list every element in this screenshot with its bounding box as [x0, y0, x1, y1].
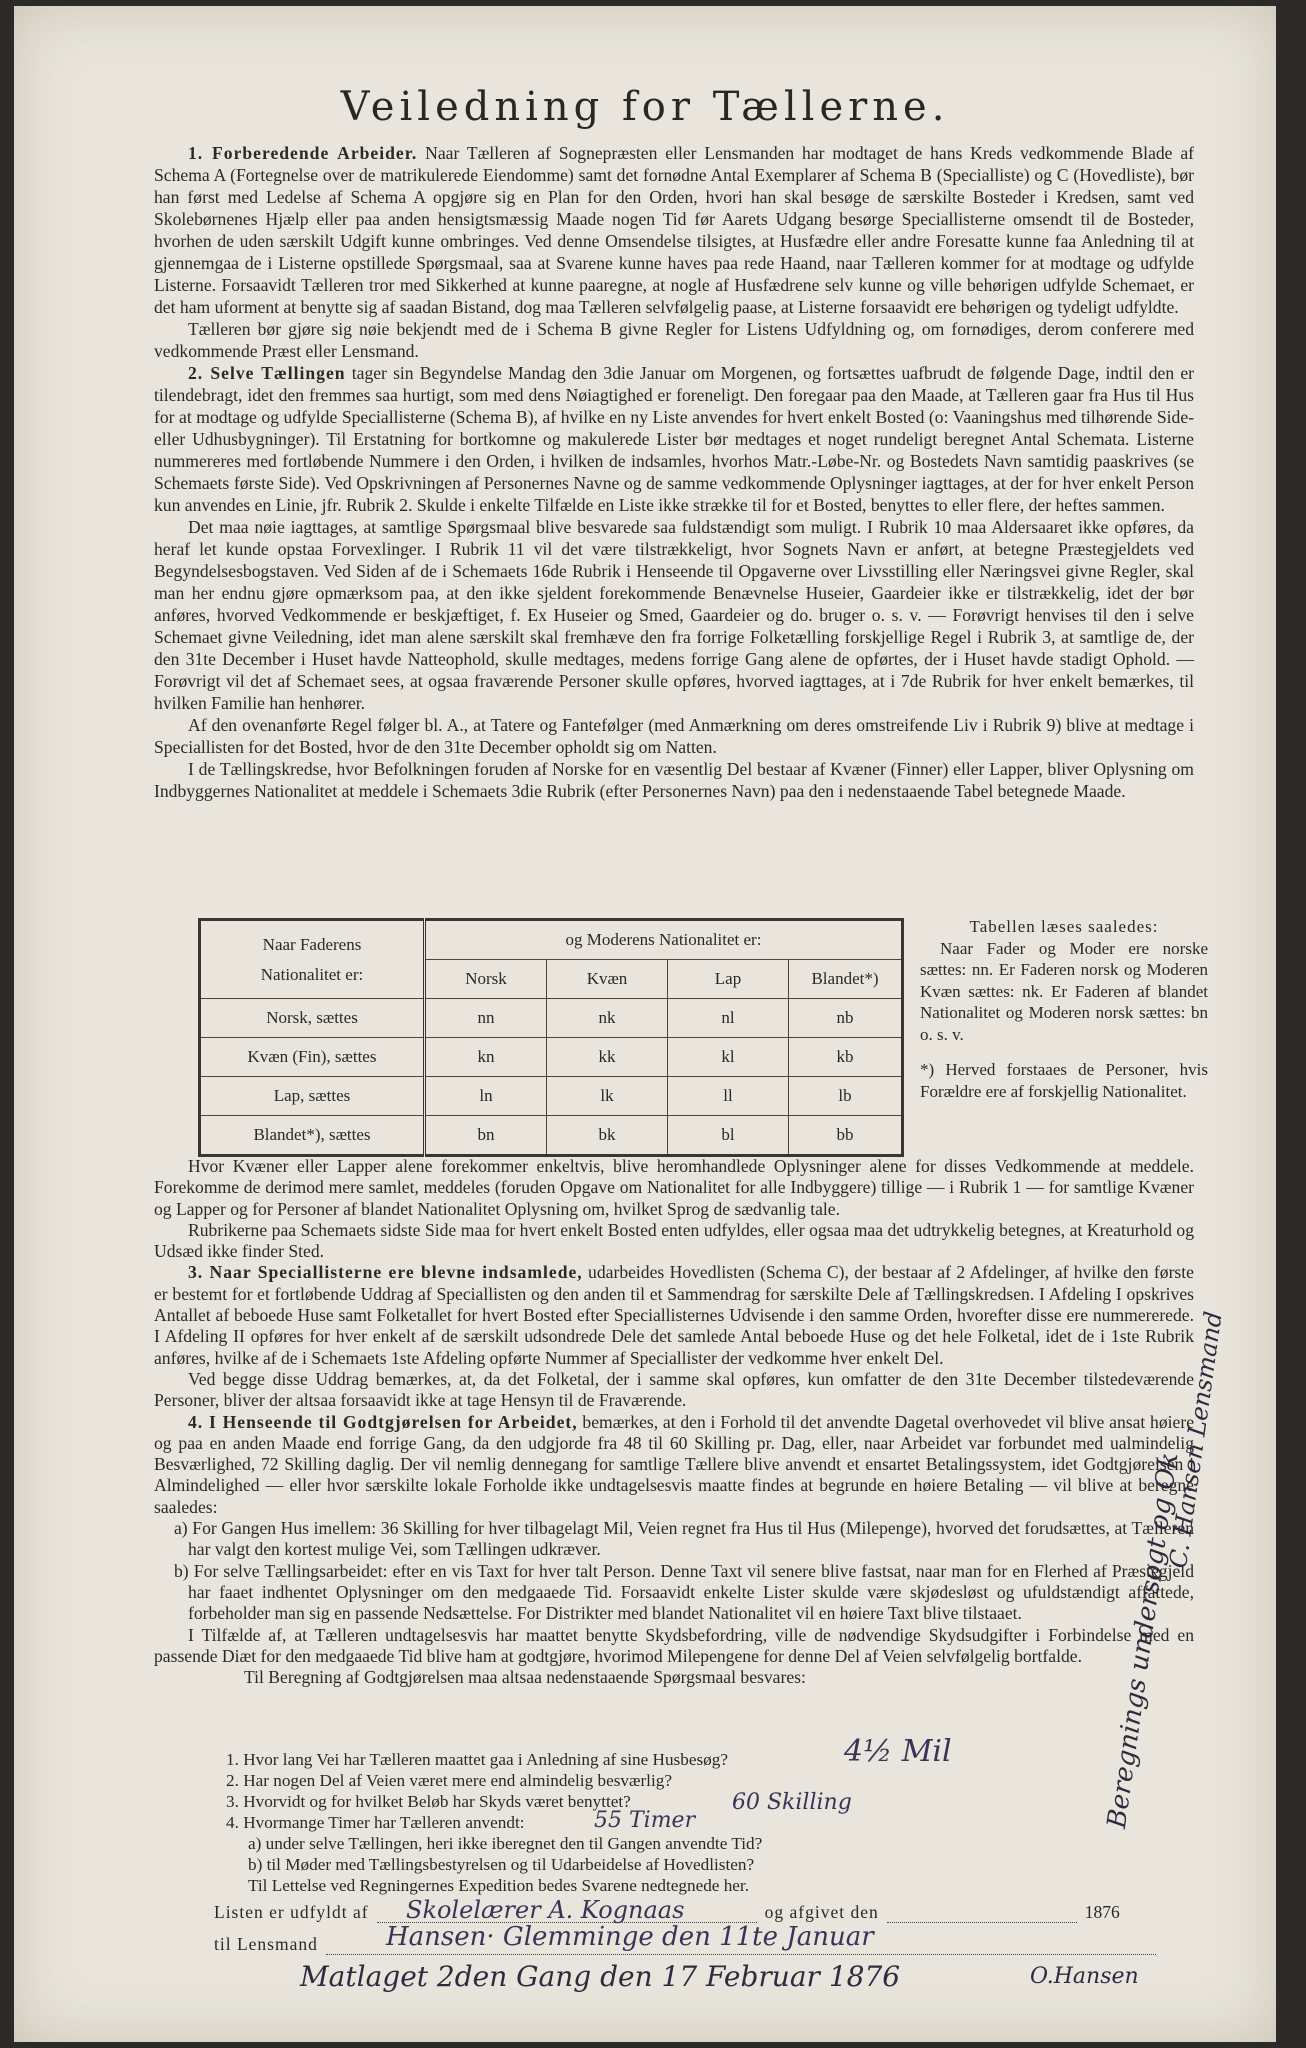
paragraph-text: Tælleren bør gjøre sig nøie bekjendt med de i Schema B givne Regler for Listens Udfyldning og, om fornødiges, derom conferere med vedkommende Præst eller Lensmand.: [154, 319, 1194, 361]
table-cell: bl: [668, 1116, 789, 1156]
paragraph-text: udarbeides Hovedlisten (Schema C), der bestaar af 2 Afdelinger, af hvilke den første er bestemt for et fortløbende Uddrag af Speciallisten og den anden til et Sammendrag for særskilte Dele af Tællingskredsen. I Afdeling I opskrives Antallet af beboede Huse samt Folketallet for hvert Bosted efter Speciallisternes Udvisende i den samme Orden, hvorefter disse ere nummererede. I Afdeling II opføres for hver enkelt af de særskilt udsondrede Dele det samlede Antal beboede Huse og det hele Folketal, idet de i 1ste Rubrik anføres, hvilke af de i Schemaets 1ste Afdeling opførte Nummer af Speciallister der vedkomme hver enkelt Del.: [154, 1262, 1194, 1368]
table-cell: nn: [425, 999, 547, 1038]
handwritten-answer-distance: 4½ Mil: [844, 1734, 952, 1769]
table-cell: kb: [789, 1038, 903, 1077]
table-cell: lb: [789, 1077, 903, 1116]
question-item: Til Lettelse ved Regningernes Expedition bedes Svarene nedtegnede her.: [248, 1876, 750, 1895]
question-item: 3. Hvorvidt og for hvilket Beløb har Skyds været benyttet?: [226, 1792, 631, 1811]
header-line: Naar Faderens: [262, 934, 362, 954]
paragraph-text: tager sin Begyndelse Mandag den 3die Januar om Morgenen, og fortsættes uafbrudt de følgende Dage, indtil den er tilendebragt, idet den fremmes saa hurtigt, som med dens Nøiagtighed er foreneligt. Den foregaar paa den Maade, at Tælleren gaar fra Hus til Hus for at modtage og udfylde Speciallisterne (Schema B), af hvilke en ny Liste anvendes for hvert enkelt Bosted (o: Vaaningshus med tilhørende Side- eller Udhusbygninger). Til Erstatning for bortkomne og makulerede Lister bør medtages et noget rundeligt beregnet Antal Schemata. Listerne nummereres med fortløbende Nummere i den Orden, i hvilken de indsamles, hvorhos Matr.-Løbe-Nr. og Bostedets Navn samtidig paaskrives (se Schemaets første Side). Ved Opskrivningen af Personernes Navne og de samme vedkommende Oplysninger iagttages, at der for hver enkelt Person kun anvendes en Linie, jfr. Rubrik 2. Skulde i enkelte Tilfælde en Liste ikke strække til for et Bosted, benyttes to eller flere, der heftes sammen.: [154, 363, 1194, 515]
table-explanation: [920, 916, 1208, 1102]
paragraph: [154, 1518, 1194, 1561]
question-item: 2. Har nogen Del af Veien været mere end almindelig besværlig?: [226, 1771, 672, 1790]
table-cell: bb: [789, 1116, 903, 1156]
table-cell: nk: [547, 999, 668, 1038]
table-cell: ln: [425, 1077, 547, 1116]
father-nationality-header: [200, 920, 425, 999]
paragraph-text: Det maa nøie iagttages, at samtlige Spørgsmaal blive besvarede saa fuldstændigt som muligt. I Rubrik 10 maa Aldersaaret ikke opføres, da heraf let kunde opstaa Forvexlinger. I Rubrik 11 vil det være tilstrækkeligt, hvor Sognets Navn er anført, at betegne Præstegjeldets ved Begyndelsesbogstaven. Ved Siden af de i Schemaets 16de Rubrik i Henseende til Opgaverne over Livsstilling eller Næringsvei givne Regler, skal man her endnu gjøre opmærksom paa, at den ikke sjeldent forekommende Benævnelse Huseier, Gaardeier ikke er tilstrækkelig, idet der bør anføres, hvorved Vedkommende er beskjæftiget, f. Ex Huseier og Smed, Gaardeier og do. bruger o. s. v. — Forøvrigt henvises til den i selve Schemaet givne Veiledning, idet man alene særskilt skal fremhæve den fra forrige Folketælling forskjellige Regel i Rubrik 3, at samtlige de, der den 31te December i Huset havde Natteophold, skulle medtages, medens forrige Gang alene de opførtes, der i Huset havde stadigt Ophold. — Forøvrigt vil det af Schemaet sees, at ogsaa fraværende Personer skulle opføres, hvorved iagttages, at i 7de Rubrik for hver enkelt bemærkes, til hvilken Familie han henhører.: [154, 517, 1194, 713]
paragraph-text: Hvor Kvæner eller Lapper alene forekommer enkeltvis, blive heromhandlede Oplysninger alene for disses Vedkommende at meddele. Forekomme de derimod mere samlet, meddeles (foruden Opgave om Nationalitet for alle Indbyggere) tillige — i Rubrik 1 — for samtlige Kvæner og Lapper og for Personer af blandet Nationalitet Oplysning om, hvilket Sprog de sædvanlig tale.: [154, 1156, 1194, 1219]
footnote: *) Herved forstaaes de Personer, hvis Forældre ere af forskjellig Nationalitet.: [920, 1060, 1208, 1101]
paragraph-text: Ved begge disse Uddrag bemærkes, at, da det Folketal, der i samme skal opføres, kun omfatter de den 31te December tilstedeværende Personer, bliver der altsaa forsaavidt ikke at tage Hensyn til de Fraværende.: [154, 1368, 1194, 1411]
table-cell: kl: [668, 1038, 789, 1077]
handwritten-answer-hours: 55 Timer: [594, 1808, 696, 1833]
paragraph-text: Rubrikerne paa Schemaets sidste Side maa for hvert enkelt Bosted enten udfyldes, eller ogsaa maa det udtrykkelig betegnes, at Kreaturhold og Udsæd ikke finder Sted.: [154, 1219, 1194, 1262]
paragraph: [154, 1220, 1194, 1263]
paragraph: [154, 1262, 1194, 1368]
paragraph: [154, 362, 1194, 516]
paragraph: [154, 1667, 1194, 1688]
instructions-lower: [154, 1156, 1194, 1688]
lensmand-field: [326, 1954, 1156, 1955]
table-cell: kk: [547, 1038, 668, 1077]
col-blandet: Blandet*): [789, 960, 903, 999]
row-label: Norsk, sættes: [200, 999, 425, 1038]
paragraph-text: Af den ovenanførte Regel følger bl. A., at Tatere og Fantefølger (med Anmærkning om deres omstreifende Liv i Rubrik 9) blive at medtage i Speciallisten for det Bosted, hvor de den 31te December opholdt sig om Natten.: [154, 715, 1194, 757]
row-label: Kvæn (Fin), sættes: [200, 1038, 425, 1077]
paragraph: [154, 1156, 1194, 1220]
paragraph: [154, 1625, 1194, 1668]
table-row: [200, 999, 903, 1038]
table-row: [200, 1077, 903, 1116]
explanation-title: Tabellen læses saaledes:: [969, 917, 1159, 936]
paragraph: [154, 516, 1194, 714]
table-row: [200, 1038, 903, 1077]
paragraph: [154, 142, 1194, 318]
handwritten-bottom-signature: O.Hansen: [1030, 1964, 1139, 1989]
question-list: [226, 1749, 926, 1896]
section-heading: 4. I Henseende til Godtgjørelsen for Arbeidet,: [188, 1411, 578, 1432]
year-label: 1876: [1084, 1902, 1120, 1922]
question-item: a) under selve Tællingen, heri ikke iberegnet den til Gangen anvendte Tid?: [248, 1834, 763, 1853]
table-cell: bn: [425, 1116, 547, 1156]
handwritten-filled-by: Skolelærer A. Kognaas: [406, 1896, 685, 1924]
paragraph: [154, 714, 1194, 758]
paragraph-text: a) For Gangen Hus imellem: 36 Skilling for hver tilbagelagt Mil, Veien regnet fra Hus til Hus (Milepenge), hvorved det forudsættes, at Tælleren har valgt den kortest mulige Vei, som Tællingen udkræver.: [174, 1518, 1194, 1560]
table-cell: nb: [789, 999, 903, 1038]
header-line: Nationalitet er:: [260, 964, 364, 984]
row-label: Blandet*), sættes: [200, 1116, 425, 1156]
handwritten-bottom-line: Matlaget 2den Gang den 17 Februar 1876: [300, 1960, 901, 1993]
table-cell: nl: [668, 999, 789, 1038]
paragraph: [154, 758, 1194, 802]
question-item: 1. Hvor lang Vei har Tælleren maattet gaa i Anledning af sine Husbesøg?: [226, 1750, 728, 1769]
date-field: [887, 1922, 1077, 1923]
paragraph-text: I de Tællingskredse, hvor Befolkningen foruden af Norske for en væsentlig Del bestaar af Kvæner (Finner) eller Lapper, bliver Oplysning om Indbyggernes Nationalitet at meddele i Schemaets 3die Rubrik (efter Personernes Navn) paa den i nedenstaaende Tabel betegnede Maade.: [154, 759, 1194, 801]
table-cell: bk: [547, 1116, 668, 1156]
filled-by-line: [214, 1899, 1184, 1923]
handwritten-margin-signature: C. Hansen Lensmand: [1164, 1309, 1228, 1570]
page-title: Veiledning for Tællerne.: [340, 84, 950, 130]
paragraph: [154, 1561, 1194, 1625]
paragraph-text: I Tilfælde af, at Tælleren undtagelsesvis har maattet benytte Skydsbefordring, ville de nødvendige Skydsudgifter i Forbindelse med en passende Diæt for den medgaaede Tid blive ham at godtgjøre, hvorimod Milepengene for denne Del af Veien selvfølgelig bortfalde.: [154, 1624, 1194, 1666]
table-cell: ll: [668, 1077, 789, 1116]
instructions-upper: [154, 142, 1194, 802]
section-heading: 2. Selve Tællingen: [188, 363, 346, 383]
col-norsk: Norsk: [425, 960, 547, 999]
section-heading: 1. Forberedende Arbeider.: [188, 143, 418, 163]
handwritten-lensmand: Hansen· Glemminge den 11te Januar: [386, 1922, 874, 1952]
col-lap: Lap: [668, 960, 789, 999]
col-kvaen: Kvæn: [547, 960, 668, 999]
table-cell: kn: [425, 1038, 547, 1077]
lensmand-label: til Lensmand: [214, 1934, 318, 1954]
explanation-text: Naar Fader og Moder ere norske sættes: nn. Er Faderen norsk og Moderen Kvæn sættes: nk. Er Faderen af blandet Nationalitet og Moderen norsk sættes: bn o. s. v.: [920, 938, 1208, 1044]
row-label: Lap, sættes: [200, 1077, 425, 1116]
paragraph-text: b) For selve Tællingsarbeidet: efter en vis Taxt for hver talt Person. Denne Taxt vil senere blive fastsat, naar man for en Flerhed af Præstegjeld har faaet indhentet Oplysninger om den medgaaede Tid. Forsaavidt enkelte Lister skulde være skjødesløst og ufuldstændigt affattede, forbeholder man sig en passende Nedsættelse. For Distrikter med blandet Nationalitet vil en høiere Taxt blive tilstaaet.: [174, 1560, 1194, 1624]
paragraph: [154, 318, 1194, 362]
table-cell: lk: [547, 1077, 668, 1116]
table-row: [200, 1116, 903, 1156]
section-heading: 3. Naar Speciallisterne ere blevne indsamlede,: [188, 1262, 583, 1283]
paragraph-text: Naar Tælleren af Sognepræsten eller Lensmanden har modtaget de hans Kreds vedkommende Blade af Schema A (Fortegnelse over de matrikulerede Eiendomme) samt det fornødne Antal Exemplarer af Schema B (Specialliste) og C (Hovedliste), bør han først med Ledelse af Schema A opgjøre sig en Plan for den Orden, hvori han skal besøge de særskilte Bosteder i Kredsen, samt ved Skolebørnenes Hjælp eller paa anden hensigtsmæssig Maade nogen Tid før Aarets Udgang besørge Speciallisterne omsendt til de Bosteder, hvorhen de uden særskilt Udgift kunne ombringes. Ved denne Omsendelse tilsigtes, at Husfædre eller andre Foresatte kunne faa Anledning til at gjennemgaa de i Listerne opstillede Spørgsmaal, saa at Svarene kunne haves paa rede Haand, naar Tælleren kommer for at modtage og udfylde Listerne. Forsaavidt Tælleren tror med Sikkerhed at kunne paaregne, at nogle af Husfædrene selv kunne og ville behørigen udfylde Schemaet, er det ham uforment at benytte sig af saadan Bistand, dog maa Tælleren selvfølgelig paase, at Listerne forsaavidt ere behørigen og tydeligt udfyldte.: [154, 143, 1194, 317]
mother-nationality-header: og Moderens Nationalitet er:: [425, 920, 903, 960]
question-item: b) til Møder med Tællingsbestyrelsen og til Udarbeidelse af Hovedlisten?: [248, 1855, 755, 1874]
paragraph-text: bemærkes, at den i Forhold til det anvendte Dagetal overhovedet vil blive ansat høiere og paa en anden Maade end forrige Gang, da den udgjorde fra 48 til 60 Skilling pr. Dag, eller, naar Arbeidet var forbundet med ualmindelig Besværlighed, 72 Skilling daglig. Der vil nemlig dennegang for samtlige Tællere blive anvendt et ensartet Betalingssystem, idet Godtgjørelsen i Almindelighed — eller hvor særskilte lokale Forholde ikke undtagelsesvis maatte findes at begrunde en høiere Betaling — vil blive at beregne saaledes:: [154, 1411, 1195, 1517]
paragraph: [154, 1369, 1194, 1412]
census-instruction-sheet: [14, 6, 1276, 2042]
delivered-label: og afgivet den: [764, 1902, 879, 1922]
question-item: 4. Hvormange Timer har Tælleren anvendt:: [226, 1813, 525, 1832]
filled-by-label: Listen er udfyldt af: [214, 1902, 369, 1922]
handwritten-answer-skyds: 60 Skilling: [732, 1790, 852, 1815]
paragraph-text: Til Beregning af Godtgjørelsen maa altsaa nedenstaaende Spørgsmaal besvares:: [244, 1667, 806, 1688]
paragraph: [154, 1412, 1194, 1518]
handwritten-margin-note: Beregnings undersøgt og Ok: [1102, 1450, 1185, 1831]
nationality-table: [198, 918, 904, 1157]
